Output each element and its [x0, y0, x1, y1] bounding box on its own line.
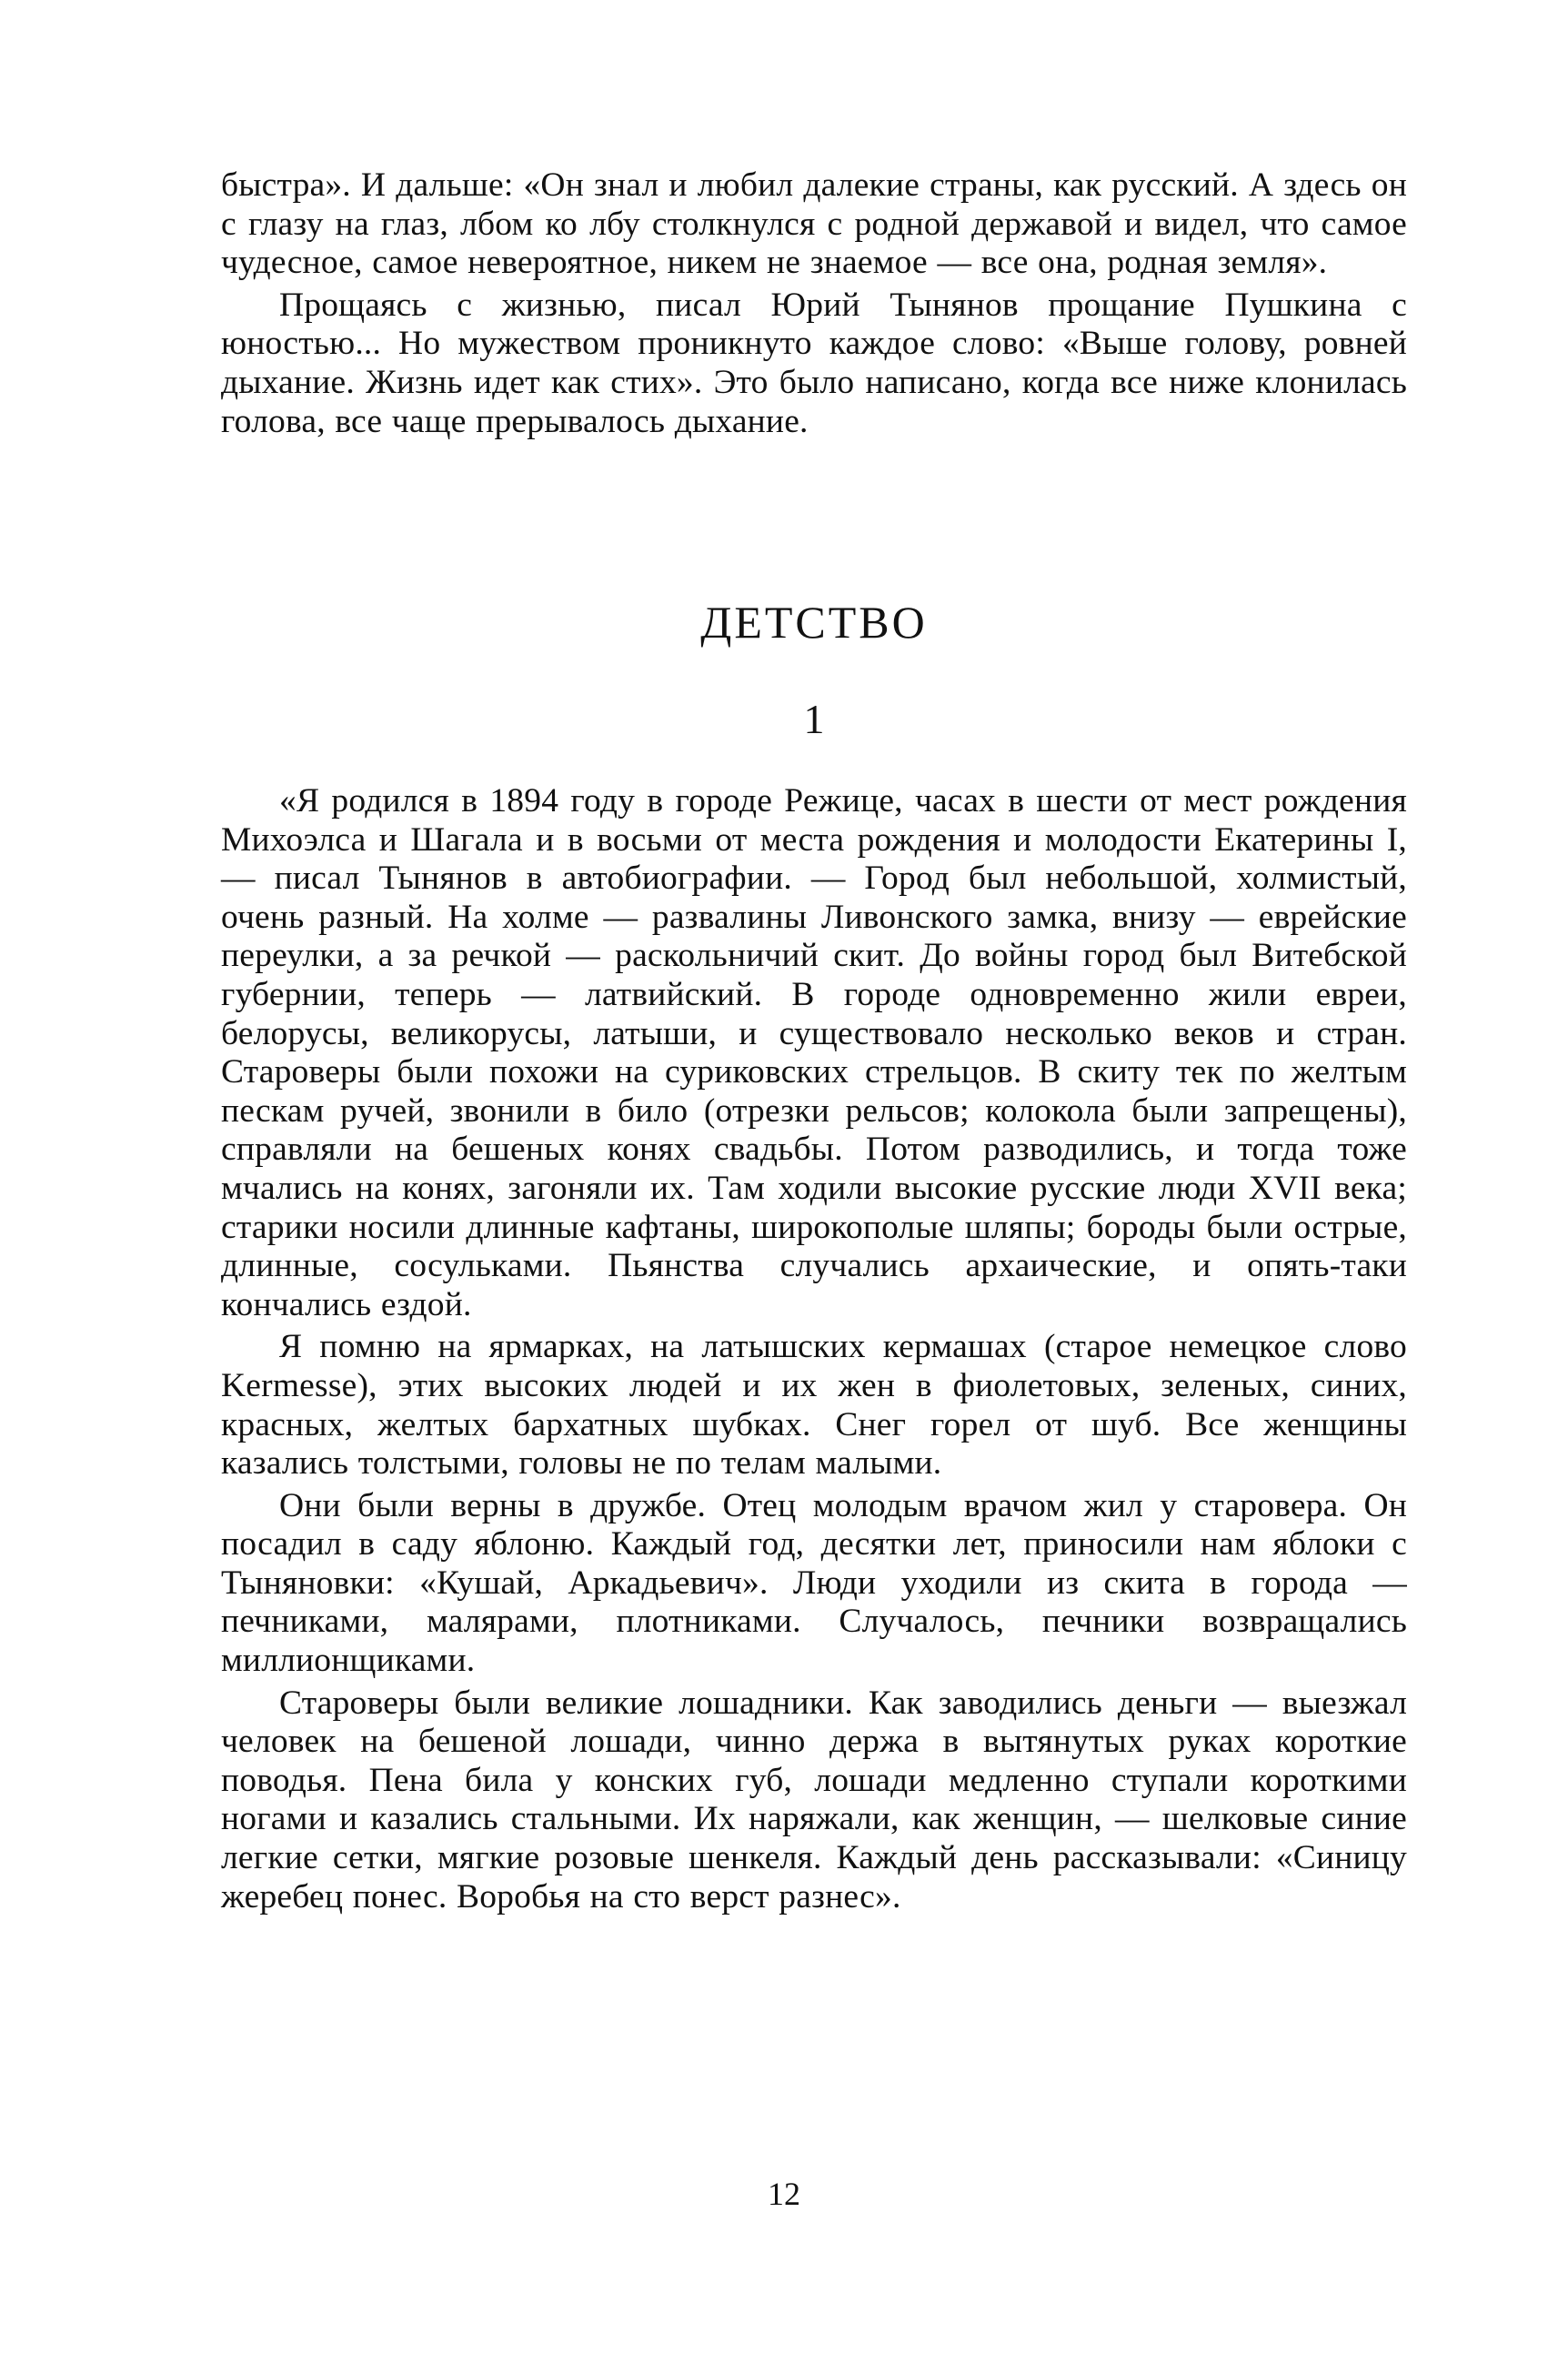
section-title: ДЕТСТВО: [700, 597, 928, 648]
intro-paragraph: быстра». И дальше: «Он знал и любил далекие страны, как русский. А здесь он с глазу на глаз, лбом ко лбу столкнулся с родной державой и видел, что самое чудесное, самое невероятное, никем не знаемое — все она, родная земля».: [221, 166, 1407, 282]
chapter-number: 1: [803, 696, 825, 742]
chapter-paragraph: «Я родился в 1894 году в городе Режице, часах в шести от мест рождения Михоэлса и Шагала и в восьми от места рождения и молодости Екатерины I, — писал Тынянов в автобиографии. — Город был небольшой, холмистый, очень разный. На холме — развалины Ливонского замка, внизу — еврейские переулки, а за речкой — раскольничий скит. До войны город был Витебской губернии, теперь — латвийский. В городе одновременно жили евреи, белорусы, великорусы, латыши, и существовало несколько веков и стран. Староверы были похожи на суриковских стрельцов. В скиту тек по желтым пескам ручей, звонили в било (отрезки рельсов; колокола были запрещены), справляли на бешеных конях свадьбы. Потом разводились, и тогда тоже мчались на конях, загоняли их. Там ходили высокие русские люди XVII века; старики носили длинные кафтаны, широкополые шляпы; бороды были острые, длинные, сосульками. Пьянства случались архаические, и опять-таки кончались ездой.: [221, 782, 1407, 1323]
page-number: 12: [768, 2176, 800, 2212]
chapter-paragraph: Я помню на ярмарках, на латышских кермашах (старое немецкое слово Kermesse), этих высоких людей и их жен в фиолетовых, зеленых, синих, красных, желтых бархатных шубках. Снег горел от шуб. Все женщины казались толстыми, головы не по телам малыми.: [221, 1328, 1407, 1483]
intro-paragraph: Прощаясь с жизнью, писал Юрий Тынянов прощание Пушкина с юностью... Но мужеством проникнуто каждое слово: «Выше голову, ровней дыхание. Жизнь идет как стих». Это было написано, когда все ниже клонилась голова, все чаще прерывалось дыхание.: [221, 286, 1407, 440]
page-body: [221, 166, 1407, 1916]
chapter-text: [221, 782, 1407, 1916]
chapter-paragraph: Староверы были великие лошадники. Как заводились деньги — выезжал человек на бешеной лошади, чинно держа в вытянутых руках короткие поводья. Пена била у конских губ, лошади медленно ступали короткими ногами и казались стальными. Их наряжали, как женщин, — шелковые синие легкие сетки, мягкие розовые шенкеля. Каждый день рассказывали: «Синицу жеребец понес. Воробья на сто верст разнес».: [221, 1684, 1407, 1916]
chapter-paragraph: Они были верны в дружбе. Отец молодым врачом жил у старовера. Он посадил в саду яблоню. Каждый год, десятки лет, приносили нам яблоки с Тыняновки: «Кушай, Аркадьевич». Люди уходили из скита в города — печниками, малярами, плотниками. Случалось, печники возвращались миллионщиками.: [221, 1486, 1407, 1680]
